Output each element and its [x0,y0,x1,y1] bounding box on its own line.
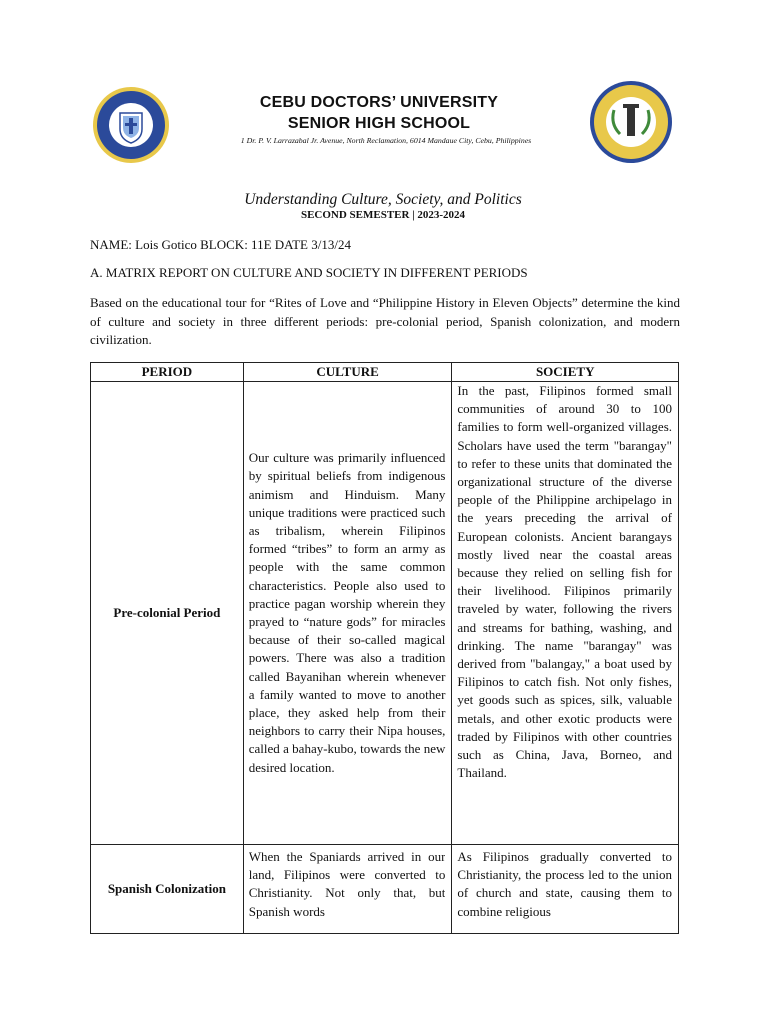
header-society: SOCIETY [452,363,679,382]
header-culture: CULTURE [243,363,452,382]
school-address: 1 Dr. P. V. Larrazabal Jr. Avenue, North Reclamation, 6014 Mandaue City, Cebu, Philippines [240,136,532,145]
table-header-row [91,363,679,382]
student-info: NAME: Lois Gotico BLOCK: 11E DATE 3/13/24 [90,237,351,252]
header-period: PERIOD [91,363,244,382]
table-row [91,845,679,934]
period-cell: Spanish Colonization [91,845,244,934]
section-title: A. MATRIX REPORT ON CULTURE AND SOCIETY IN DIFFERENT PERIODS [90,265,528,280]
culture-cell [243,845,452,934]
period-cell: Pre-colonial Period [91,382,244,845]
culture-text: When the Spaniards arrived in our land, Filipinos were converted to Christianity. Not only that, but Spanish words [248,849,446,919]
course-title: Understanding Culture, Society, and Politics [244,191,522,208]
society-cell [452,845,679,934]
university-name: CEBU DOCTORS’ UNIVERSITY [259,94,499,111]
intro-paragraph: Based on the educational tour for “Rites of Love and “Philippine History in Eleven Objects” determine the kind of culture and society in three different periods: pre-colonial period, Spanish colonization, and modern civilization. [90,295,680,347]
society-text: As Filipinos gradually converted to Christianity, the process led to the union of church and state, causing them to combine religious [457,849,672,919]
culture-cell: Our culture was primarily influenced by spiritual beliefs from indigenous animism and Hinduism. Many unique traditions were practiced such as tribalism, wherein Filipinos formed “tribes” to form an army as people with the same common characteristics. People also used to practice pagan worship wherein they prayed to “nature gods” for miracles because of their so-called magical powers. There was also a tradition called Bayanihan wherein whenever a family wanted to move to another place, they asked help from their neighbors to carry their Nipa houses, called a bahay-kubo, towards the new desired location. [243,382,452,845]
matrix-table [90,362,679,934]
society-cell: In the past, Filipinos formed small communities of around 30 to 100 families to form well-organized villages. Scholars have used the term "barangay" to refer to these units that dominated the organizational structure of the diverse people of the Philippine archipelago in the years preceding the arrival of European colonists. Ancient barangays mostly lived near the coastal areas because they relied on selling fish for their livelihood. Filipinos primarily traveled by water, following the rivers and streams for bathing, washing, and drinking. The name "barangay" was derived from "balangay," a boat used by Filipinos to catch fish. Not only fishes, yet goods such as spices, silk, valuable metals, and other exotic products were traded by Filipinos with other countries such as China, Java, Borneo, and Thailand. [452,382,679,845]
table-row [91,382,679,845]
semester-label: SECOND SEMESTER | 2023-2024 [300,209,466,221]
school-name: SENIOR HIGH SCHOOL [287,115,471,132]
